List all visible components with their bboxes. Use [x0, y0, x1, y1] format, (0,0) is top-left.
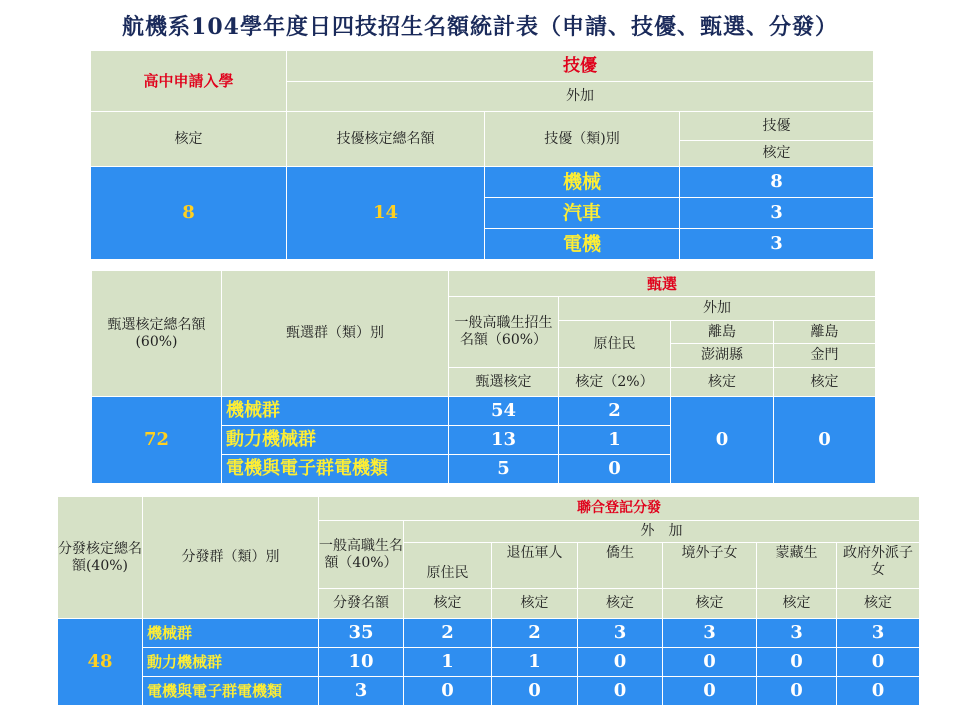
selection-total-value: 72	[92, 397, 222, 484]
quota-value: 0	[837, 677, 920, 706]
allocation-count-header: 分發名額	[319, 589, 404, 619]
selection-group-header: 甄選群（類）別	[222, 271, 449, 397]
apply-header: 高中申請入學	[91, 51, 287, 112]
quota-value: 2	[404, 619, 492, 648]
selection-total-header: 甄選核定總名額(60%)	[92, 271, 222, 397]
skill-category-value: 3	[680, 229, 874, 260]
skill-header: 技優	[287, 51, 874, 82]
aboriginal-header: 原住民	[404, 543, 492, 589]
table-row	[92, 397, 876, 426]
quota-value: 0	[578, 648, 663, 677]
abroad-children-header: 境外子女	[663, 543, 757, 589]
island-header: 離島	[671, 321, 774, 344]
skill-category-header: 技優（類)別	[485, 112, 680, 167]
quota-value: 3	[757, 619, 837, 648]
allocation-total-header: 分發核定總名額(40%)	[58, 497, 143, 619]
table-row	[58, 648, 920, 677]
quota-value: 1	[404, 648, 492, 677]
quota-value: 3	[837, 619, 920, 648]
extra-header: 外加	[559, 297, 876, 321]
approved-header: 核定	[492, 589, 578, 619]
kinmen-header: 金門	[774, 344, 876, 368]
general-quota-header: 一般高職生名額（40%）	[319, 521, 404, 589]
quota-value: 10	[319, 648, 404, 677]
allocation-group-header: 分發群（類）別	[143, 497, 319, 619]
approved-header: 核定	[757, 589, 837, 619]
quota-value: 0	[837, 648, 920, 677]
quota-value: 0	[663, 648, 757, 677]
approved-2pct-header: 核定（2%）	[559, 368, 671, 397]
group-name: 動力機械群	[143, 648, 319, 677]
penghu-value: 0	[671, 397, 774, 484]
quota-value: 2	[492, 619, 578, 648]
govt-children-header: 政府外派子女	[837, 543, 920, 589]
penghu-header: 澎湖縣	[671, 344, 774, 368]
skill-quota-table	[90, 50, 874, 260]
approved-header: 核定	[774, 368, 876, 397]
extra-header: 外加	[287, 82, 874, 112]
quota-value: 0	[492, 677, 578, 706]
group-name: 機械群	[222, 397, 449, 426]
table-row	[58, 677, 920, 706]
island-header: 離島	[774, 321, 876, 344]
approved-header: 核定	[404, 589, 492, 619]
quota-value: 0	[757, 648, 837, 677]
quota-value: 3	[319, 677, 404, 706]
skill-category-name: 機械	[485, 167, 680, 198]
quota-value: 35	[319, 619, 404, 648]
quota-value: 3	[578, 619, 663, 648]
table-row	[91, 167, 874, 198]
skill-total-value: 14	[287, 167, 485, 260]
aboriginal-value: 2	[559, 397, 671, 426]
quota-value: 0	[663, 677, 757, 706]
skill-category-name: 汽車	[485, 198, 680, 229]
quota-value: 0	[404, 677, 492, 706]
quota-value: 0	[757, 677, 837, 706]
selection-header: 甄選	[449, 271, 876, 297]
quota-value: 1	[492, 648, 578, 677]
aboriginal-value: 1	[559, 426, 671, 455]
aboriginal-value: 0	[559, 455, 671, 484]
skill-sub-header: 技優	[680, 112, 874, 141]
general-quota-header: 一般高職生招生名額（60%）	[449, 297, 559, 368]
aboriginal-header: 原住民	[559, 321, 671, 368]
approved-header: 核定	[663, 589, 757, 619]
approved-header: 核定	[671, 368, 774, 397]
skill-category-name: 電機	[485, 229, 680, 260]
approved-header: 核定	[91, 112, 287, 167]
extra-header: 外 加	[404, 521, 920, 543]
selection-approved-header: 甄選核定	[449, 368, 559, 397]
quota-value: 3	[663, 619, 757, 648]
table-row	[58, 619, 920, 648]
general-value: 13	[449, 426, 559, 455]
group-name: 機械群	[143, 619, 319, 648]
page-title: 航機系104學年度日四技招生名額統計表（申請、技優、甄選、分發）	[122, 14, 838, 40]
skill-category-value: 3	[680, 198, 874, 229]
approved-header: 核定	[837, 589, 920, 619]
overseas-header: 僑生	[578, 543, 663, 589]
group-name: 電機與電子群電機類	[143, 677, 319, 706]
skill-category-value: 8	[680, 167, 874, 198]
general-value: 5	[449, 455, 559, 484]
group-name: 電機與電子群電機類	[222, 455, 449, 484]
approved-header: 核定	[578, 589, 663, 619]
allocation-quota-table	[57, 496, 920, 706]
selection-quota-table	[91, 270, 876, 484]
mongol-tibet-header: 蒙藏生	[757, 543, 837, 589]
group-name: 動力機械群	[222, 426, 449, 455]
quota-value: 0	[578, 677, 663, 706]
veteran-header: 退伍軍人	[492, 543, 578, 589]
general-value: 54	[449, 397, 559, 426]
skill-approved-header: 核定	[680, 141, 874, 167]
skill-total-header: 技優核定總名額	[287, 112, 485, 167]
allocation-total-value: 48	[58, 619, 143, 706]
joint-allocation-header: 聯合登記分發	[319, 497, 920, 521]
kinmen-value: 0	[774, 397, 876, 484]
apply-value: 8	[91, 167, 287, 260]
